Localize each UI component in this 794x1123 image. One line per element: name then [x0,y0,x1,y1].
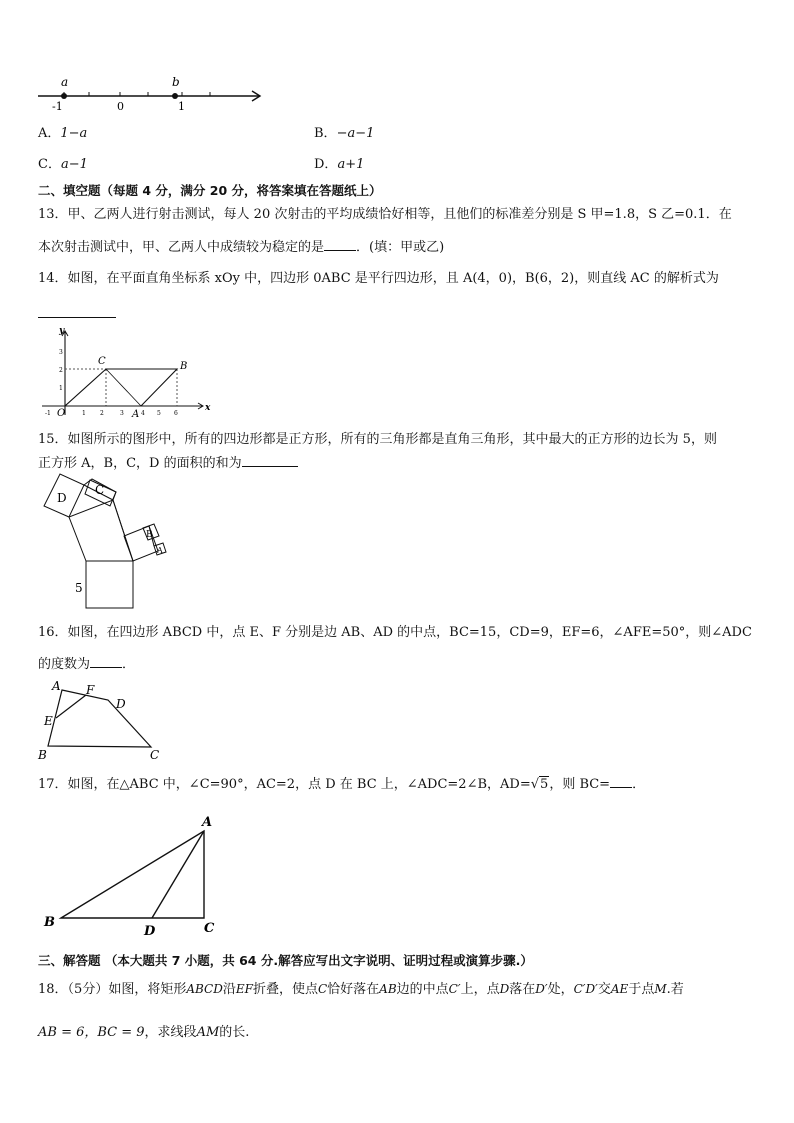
svg-text:C: C [204,921,215,936]
q14-coordinate-figure [40,325,215,420]
sqrt-symbol: √ [530,777,540,792]
q18-line2: AB = 6，BC = 9，求线段AM的长. [38,1025,250,1040]
svg-text:B: B [146,530,153,540]
q15-line1: 15．如图所示的图形中，所有的四边形都是正方形，所有的三角形都是直角三角形，其中最大的正方形的边长为 5，则 [38,432,717,447]
triangle-abc [61,831,204,918]
svg-text:E: E [44,714,53,728]
svg-text:C: C [150,748,160,762]
q13-line1: 13．甲、乙两人进行射击测试，每人 20 次射击的平均成绩恰好相等，且他们的标准差分别是 S 甲=1.8，S 乙=0.1．在 [38,207,732,222]
q13-answer-blank [324,238,356,251]
svg-text:O: O [57,408,66,419]
point-b [172,93,178,99]
svg-text:C: C [95,483,105,497]
q16-quadrilateral-figure [36,680,166,760]
svg-text:F: F [86,683,95,697]
quad-abcd [48,690,151,747]
option-c: C．a−1 [38,157,88,172]
option-a: A．1−a [38,126,88,141]
section2-title: 二、填空题（每题 4 分，满分 20 分，将答案填在答题纸上） [38,183,382,198]
svg-text:y: y [59,326,65,336]
big-square [86,561,133,608]
svg-text:4: 4 [141,410,145,417]
segment-ad [152,831,204,918]
label-a: a [61,75,69,89]
tick-1: 1 [178,100,185,113]
svg-text:A: A [52,679,61,693]
svg-text:A: A [132,409,140,420]
q15-squares-figure [40,476,175,611]
svg-text:B: B [44,915,55,930]
q16-answer-blank [90,655,122,668]
svg-text:1: 1 [82,410,86,417]
option-d: D．a+1 [314,157,365,172]
q17-line: 17．如图，在△ABC 中，∠C=90°，AC=2，点 D 在 BC 上，∠ADC=2∠B，AD=√5，则 BC= ． [38,777,646,792]
svg-text:2: 2 [100,410,104,417]
svg-text:A: A [157,546,163,555]
svg-text:A: A [202,815,213,830]
q17-answer-blank [610,775,632,788]
svg-text:B: B [38,748,47,762]
section3-title: 三、解答题 （本大题共 7 小题，共 64 分.解答应写出文字说明、证明过程或演算步骤.） [38,953,533,968]
q17-triangle-figure [40,812,230,937]
parallelogram-oabc [65,369,177,406]
number-line-figure [30,72,270,112]
svg-text:C: C [98,356,106,367]
tick-minus1: -1 [52,100,63,113]
q16-line1: 16．如图，在四边形 ABCD 中，点 E、F 分别是边 AB、AD 的中点，BC=15，CD=9，EF=6，∠AFE=50°，则∠ADC [38,625,752,640]
svg-text:1: 1 [59,385,63,392]
q15-line2: 正方形 A，B，C，D 的面积的和为 [38,454,298,473]
svg-text:6: 6 [174,410,178,417]
q13-line2: 本次射击测试中，甲、乙两人中成绩较为稳定的是 ．(填：甲或乙) [38,240,445,255]
point-a [61,93,67,99]
q14-answer-blank [38,317,116,318]
q15-answer-blank [242,454,298,467]
label-b: b [172,75,180,89]
svg-text:D: D [144,924,156,939]
diagonal-ac [106,369,141,406]
svg-text:5: 5 [75,581,83,595]
svg-text:D: D [57,491,67,505]
svg-text:x: x [205,403,211,413]
q14-line1: 14．如图，在平面直角坐标系 xOy 中，四边形 0ABC 是平行四边形，且 A(4，0)，B(6，2)，则直线 AC 的解析式为 [38,271,719,286]
svg-text:-1: -1 [45,410,51,417]
q16-line2: 的度数为 ． [38,657,136,672]
svg-text:D: D [116,697,126,711]
tick-0: 0 [117,100,124,113]
option-b: B．−a−1 [314,126,375,141]
svg-text:3: 3 [120,410,124,417]
svg-text:B: B [180,361,188,372]
svg-text:5: 5 [157,410,161,417]
q18-line1: 18．（5分）如图，将矩形ABCD沿EF折叠，使点C恰好落在AB边的中点C′上，点D落在D′处，C′D′交AE于点M.若 [38,982,684,997]
svg-text:3: 3 [59,349,63,356]
svg-text:2: 2 [59,367,63,374]
